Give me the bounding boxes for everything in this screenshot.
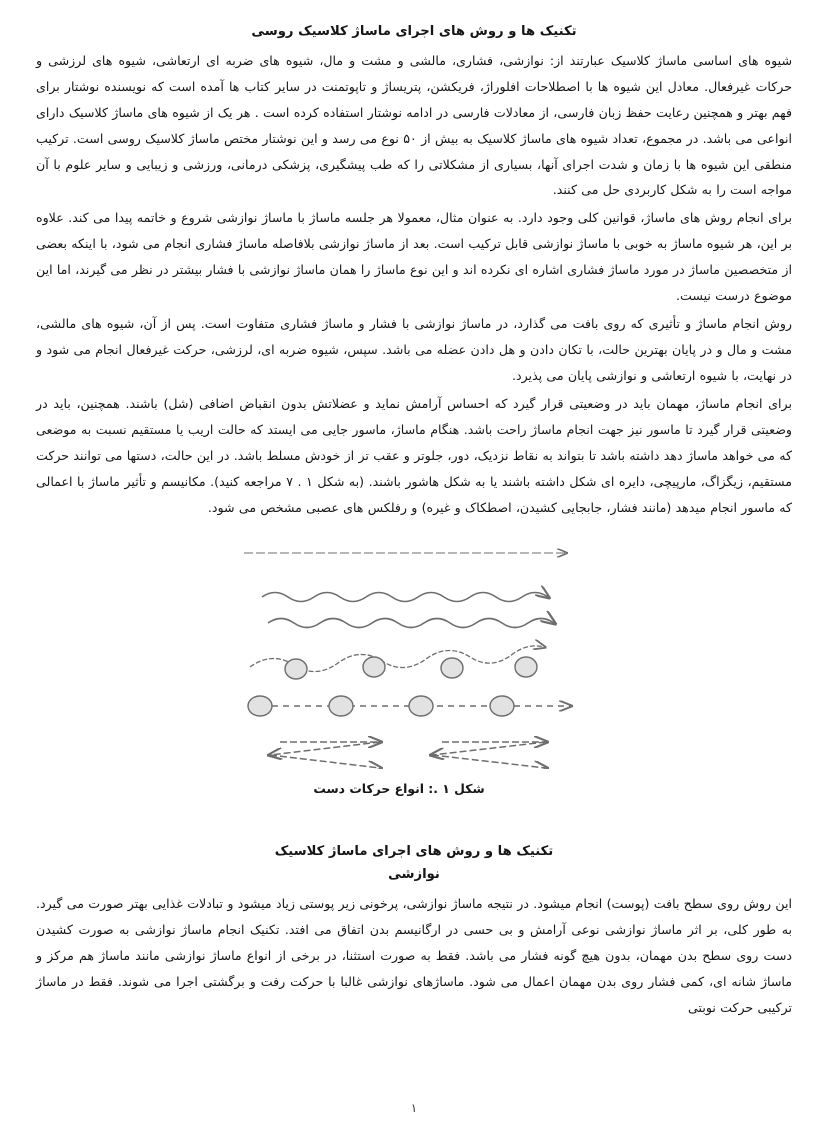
section-two-title-line2: نوازشی [388,867,440,883]
paragraph-5: این روش روی سطح بافت (پوست) انجام میشود. در نتیجه ماساژ نوازشی، پرخونی زیر پوستی زیاد میشود و تبادلات غذایی بهتر صورت می گیرد. به طور کلی، بر اثر ماساژ نوازشی نوعی آرامش و بی حسی در ارگانیسم بدن اتفاق می افتد. تکنیک انجام ماساژ نوازشی به صورت کشیدن دست روی سطح بدن مهمان، بدون هیچ گونه فشار می باشد. فقط به صورت استثنا، در برخی از انواع ماساژ نوازشی مانند ماساژ هم مرکز و ماساژ شانه ای، کمی فشار روی بدن مهمان اعمال می شود. ماساژهای نوازشی غالبا با حرکت رفت و برگشتی اجرا می شوند. فقط در ماساژ ترکیبی حرکت نوبتی [36,896,792,1016]
dashed-circle-arrow [248,696,570,716]
figure-caption: شکل ۱ .: انواع حرکات دست [313,780,485,796]
section-two-title-line1: تکنیک ها و روش های اجرای ماساژ کلاسیک [274,843,554,859]
paragraph-2: برای انجام روش های ماساژ، قوانین کلی وجود دارد. به عنوان مثال، معمولا هر جلسه ماساژ با ماساژ نوازشی شروع و خاتمه پیدا می کند. علاوه بر این، هر شیوه ماساژ به خوبی با ماساژ نوازشی قابل ترکیب است. بعد از ماساژ نوازشی بلافاصله ماساژ فشاری انجام می شود، با اینکه بعضی از متخصصین ماساژ در مورد ماساژ فشاری اشاره ای نکرده اند و این نوع ماساژ را همان ماساژ نوازشی با فشار بیشتر در نظر می گیرند، اما این موضوع درست نیست. [36,210,792,304]
section-two-heading-group [36,842,792,886]
hand-movement-types-figure [36,539,792,796]
paragraph-1: شیوه های اساسی ماساژ کلاسیک عبارتند از: نوازشی، فشاری، مالشی و مشت و مال، شیوه های ضربه ای ارتعاشی، شیوه های لرزشی و حرکات غیرفعال. معادل این شیوه ها با اصطلاحات افلوراژ، فریکشن، پتریساژ و تاپوتمنت در سایر کتاب ها آمده است که نویسنده نوشتار برای فهم بهتر و همچنین رعایت حفظ زبان فارسی، از معادلات فارسی در ادامه نوشتار استفاده کرده است . هر یک از شیوه های ماساژ کلاسیک دارای انواعی می باشد. در مجموع، تعداد شیوه های ماساژ کلاسیک به بیش از ۵۰ نوع می رسد و این نوشتار مختص ماساژ کلاسیک روسی است. ترکیب منطقی این شیوه ها با زمان و شدت اجرای آنها، بسیاری از مشکلاتی را که طب پیشگیری، پزشکی درمانی، ورزشی و زیبایی و سایر علوم با آن مواجه است را به شکل کاربردی حل می کنند. [36,52,793,198]
spiral-loop-arrow [250,646,544,679]
page-number: ۱ [410,1101,418,1115]
wavy-line-arrow-upper [262,592,548,601]
paragraph-4: برای انجام ماساژ، مهمان باید در وضعیتی قرار گیرد که احساس آرامش نماید و عضلاتش بدون انقباض اضافی (شل) باشند. همچنین، باید در وضعیتی قرار گیرد تا ماسور نیز جهت انجام ماساژ راحت باشد. هنگام ماساژ، ماسور جایی می ایستد که حالت اریب یا مستقیم نسبت به موضعی که می خواهد ماساژ دهد داشته باشد تا بتواند به نقاط نزدیک، دور، جلوتر و عقب تر از خودش مسلط باشد. در این حالت، دستها می توانند حرکت مستقیم، زیگزاگ، مارپیچی، دایره ای شکل داشته باشند یا به شکل هاشور باشند. (به شکل ۱ . ۷ مراجعه کنید). مکانیسم و تأثیر ماساژ با اعمالی که ماسور انجام میدهد (مانند فشار، جابجایی کشیدن، اصطکاک و غیره) و رفلکس های عصبی مشخص می شود. [36,395,793,515]
figure-graphic [36,539,792,769]
paragraph-3: روش انجام ماساژ و تأثیری که روی بافت می گذارد، در ماساژ نوازشی با فشار و ماساژ فشاری متفاوت است. پس از آن، شیوه های مالشی، مشت و مال و در پایان بهترین حالت، با تکان دادن و هل دادن عضله می باشد. سپس، شیوه ضربه ای، لرزشی، حرکت غیرفعال انجام می شود و در نهایت، با شیوه ارتعاشی و نوازشی پایان می پذیرد. [36,316,792,384]
wavy-line-arrow-lower [268,618,554,627]
zigzag-arrow-right [432,742,546,768]
page-title: تکنیک ها و روش های اجرای ماساژ کلاسیک روسی [251,24,577,39]
hand-movements-svg [214,539,614,769]
zigzag-arrow-left [270,742,380,768]
